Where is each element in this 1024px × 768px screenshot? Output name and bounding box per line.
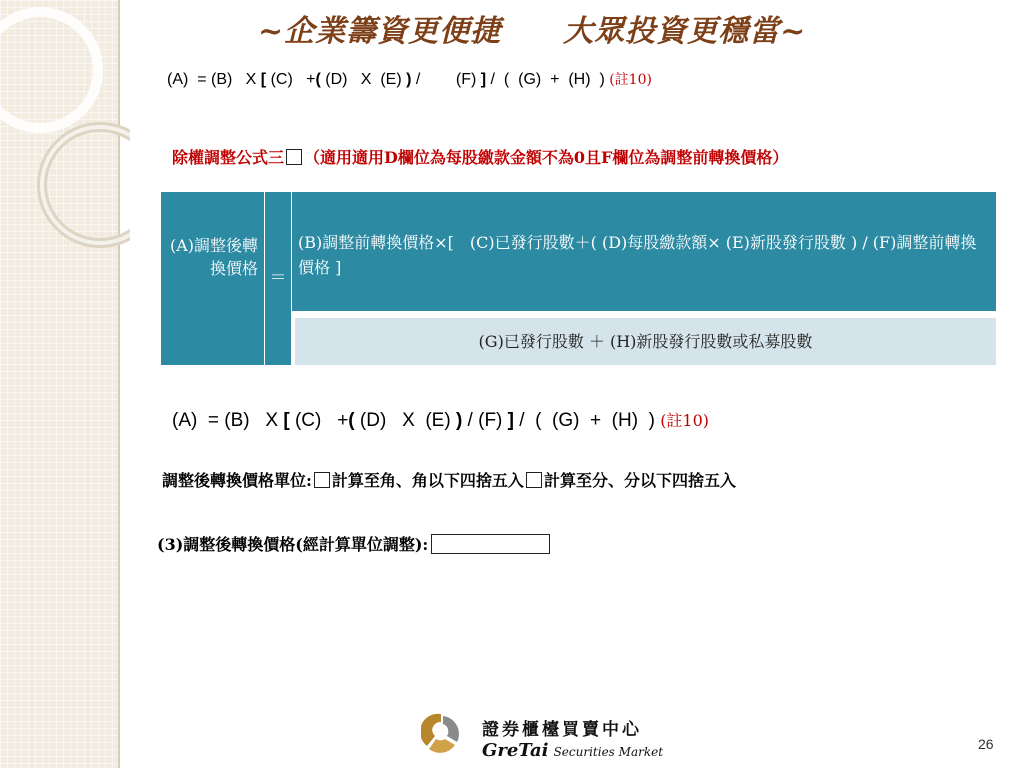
formula-top: (A) = (B) X [ (C) +( (D) X (E) ) / (F) ] / ( (G) + (H) ) (註10) <box>167 71 652 88</box>
note-reference: (註10) <box>609 72 652 88</box>
gretai-logo-icon <box>421 712 461 756</box>
checkbox-fen-icon[interactable] <box>526 472 542 488</box>
logo-english-text: GreTai Securities Market <box>482 740 664 761</box>
page-number: 26 <box>978 736 994 752</box>
note-reference: (註10) <box>660 411 710 430</box>
checkbox-jiao-icon[interactable] <box>314 472 330 488</box>
slide-title: ~企業籌資更便捷 大眾投資更穩當~ <box>258 14 807 49</box>
unit-line: 調整後轉換價格單位: 計算至角、角以下四捨五入 計算至分、分以下四捨五入 <box>162 471 736 490</box>
decorative-circles <box>0 0 130 300</box>
adjusted-price-input[interactable] <box>431 534 550 554</box>
formula-bottom: (A) = (B) X [ (C) +( (D) X (E) ) / (F) ] / ( (G) + (H) ) (註10) <box>172 410 710 431</box>
section-heading: 除權調整公式三 （適用適用D欄位為每股繳款金額不為0且F欄位為調整前轉換價格） <box>172 148 789 167</box>
logo-chinese-text: 證券櫃檯買賣中心 <box>482 720 642 740</box>
adjusted-price-line: (3)調整後轉換價格(經計算單位調整): <box>157 532 550 555</box>
checkbox-empty-icon[interactable] <box>286 149 302 165</box>
equals-cell: ＝ <box>265 192 292 365</box>
denominator-cell: (G)已發行股數 ＋ (H)新股發行股數或私募股數 <box>295 318 996 365</box>
numerator-cell: (B)調整前轉換價格×[ (C)已發行股數＋( (D)每股繳款額× (E)新股發行股數 ) / (F)調整前轉換價格 ] <box>292 192 996 314</box>
left-label: (A)調整後轉換價格 <box>169 236 258 278</box>
table-left-cell <box>161 192 265 365</box>
